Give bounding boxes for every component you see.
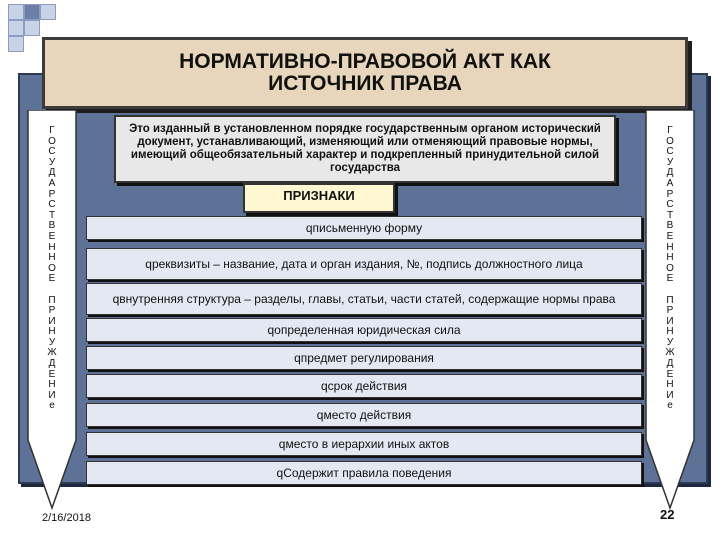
feature-row: qпредмет регулирования (86, 346, 642, 370)
side-letter: С (666, 146, 674, 158)
right-arrow (644, 110, 696, 510)
side-letter: Т (666, 209, 674, 221)
feature-row: qСодержит правила поведения (86, 461, 642, 485)
side-letter: Р (48, 305, 56, 317)
side-letter: Т (48, 209, 56, 221)
slide-date: 2/16/2018 (42, 512, 91, 524)
side-letter: Ж (47, 347, 57, 359)
side-letter: С (48, 199, 56, 211)
side-letter: В (48, 220, 56, 232)
side-letter: И (48, 315, 56, 327)
title-line-1: НОРМАТИВНО-ПРАВОВОЙ АКТ КАК (179, 50, 551, 73)
side-letter: е (49, 400, 55, 412)
side-letter: Е (48, 368, 56, 380)
side-letter: Н (48, 326, 56, 338)
side-letter: Н (666, 241, 674, 253)
side-letter: О (666, 262, 674, 274)
side-letter: Е (666, 273, 674, 285)
side-letter: П (666, 294, 674, 306)
side-letter: С (666, 199, 674, 211)
side-letter: Н (48, 252, 56, 264)
side-letter: О (48, 135, 56, 147)
side-letter: е (667, 400, 673, 412)
side-letter: И (48, 389, 56, 401)
side-letter: Н (666, 252, 674, 264)
side-letter (644, 285, 696, 296)
side-letter: И (666, 389, 674, 401)
feature-row: qместо действия (86, 403, 642, 427)
definition-text: Это изданный в установленном порядке государственным органом исторический документ, устанавливающий, изменяющий или отменяющий правовые нормы, имеющий общеобязательный характер и подкрепленный принудительной силой государства (129, 123, 601, 174)
side-letter: И (666, 315, 674, 327)
side-letter: Н (48, 241, 56, 253)
side-letter: Р (48, 188, 56, 200)
feature-row: qреквизиты – название, дата и орган издания, №, подпись должностного лица (86, 248, 642, 280)
left-arrow-text (26, 126, 78, 412)
side-letter (26, 285, 78, 296)
side-letter: У (666, 156, 674, 168)
side-letter: Д (666, 167, 674, 179)
side-letter: Г (667, 125, 673, 136)
feature-row: qписьменную форму (86, 216, 642, 240)
feature-row: qместо в иерархии иных актов (86, 432, 642, 456)
side-letter: В (666, 220, 674, 232)
side-letter: Н (666, 379, 674, 391)
feature-row: qвнутренняя структура – разделы, главы, статьи, части статей, содержащие нормы права (86, 283, 642, 315)
slide-number: 22 (660, 507, 675, 522)
side-letter: Г (49, 125, 55, 136)
side-letter: Е (48, 230, 56, 242)
side-letter: О (48, 262, 56, 274)
side-letter: У (48, 156, 56, 168)
side-letter: Д (48, 167, 56, 179)
side-letter: У (666, 336, 674, 348)
side-letter: Д (666, 358, 674, 370)
title-line-2: ИСТОЧНИК ПРАВА (268, 72, 462, 95)
side-letter: Р (666, 305, 674, 317)
side-letter: С (48, 146, 56, 158)
features-label: ПРИЗНАКИ (243, 183, 395, 213)
side-letter: Р (666, 188, 674, 200)
side-letter: О (666, 135, 674, 147)
page-title (42, 37, 688, 109)
side-letter: Е (666, 368, 674, 380)
side-letter: Е (666, 230, 674, 242)
side-letter: Д (48, 358, 56, 370)
side-letter: Н (48, 379, 56, 391)
side-letter: П (48, 294, 56, 306)
definition-box (114, 115, 616, 183)
side-letter: Е (48, 273, 56, 285)
side-letter: А (666, 177, 674, 189)
side-letter: Ж (665, 347, 675, 359)
side-letter: У (48, 336, 56, 348)
feature-row: qсрок действия (86, 374, 642, 398)
left-arrow (26, 110, 78, 510)
side-letter: А (48, 177, 56, 189)
right-arrow-text (644, 126, 696, 412)
feature-row: qопределенная юридическая сила (86, 318, 642, 342)
side-letter: Н (666, 326, 674, 338)
